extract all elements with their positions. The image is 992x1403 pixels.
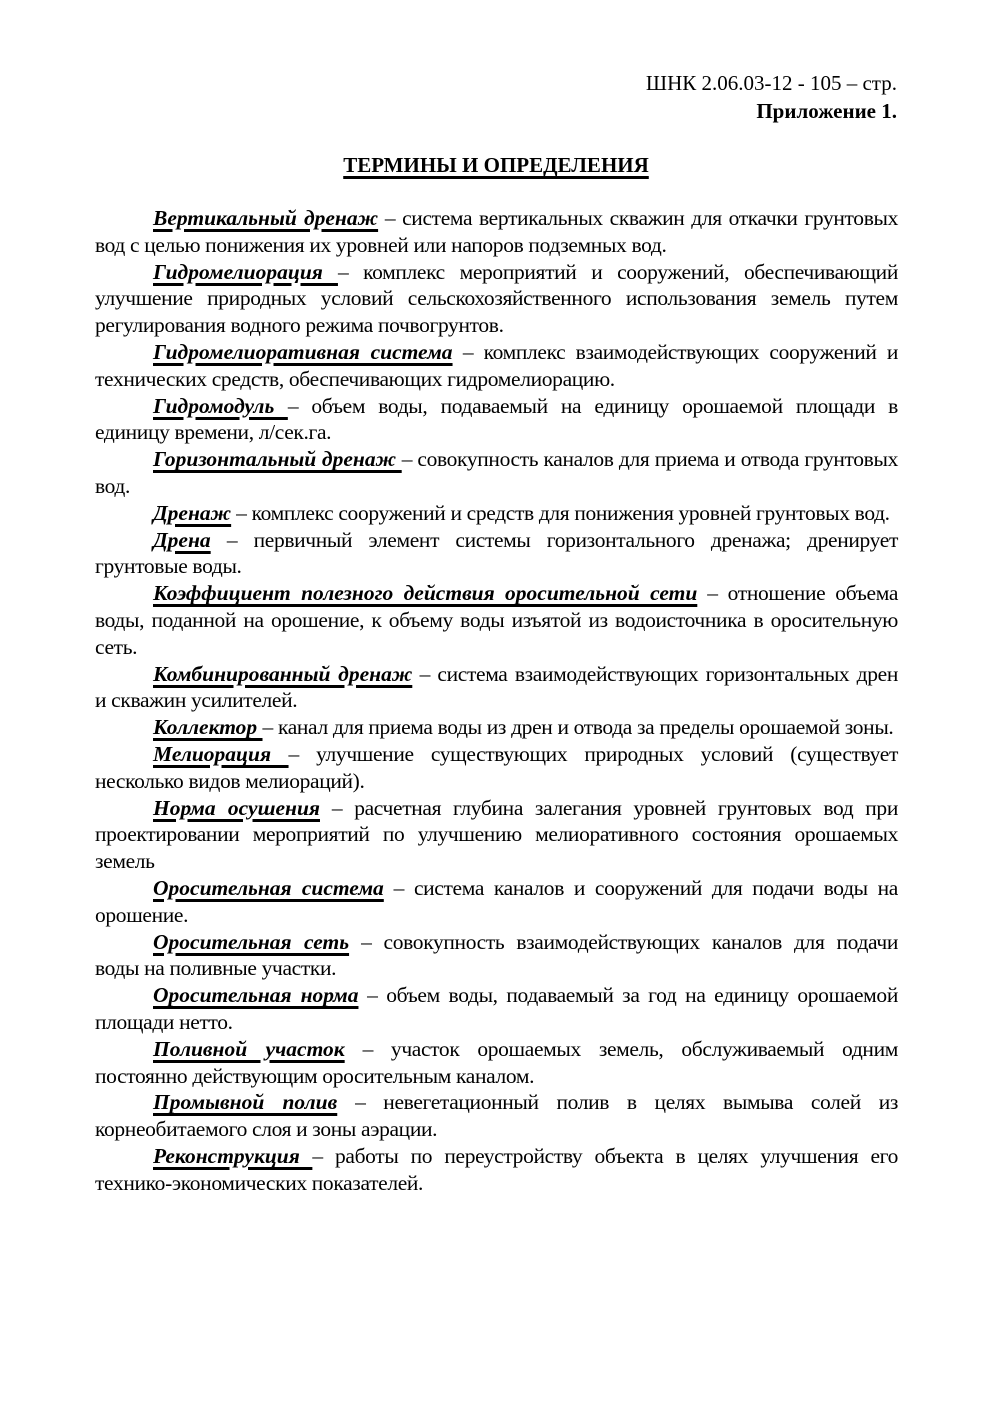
definition-text: – объем воды, подаваемый за год на единицу орошаемой площади нетто. xyxy=(95,983,898,1034)
page-title-text: ТЕРМИНЫ И ОПРЕДЕЛЕНИЯ xyxy=(343,153,649,177)
definition-term: Гидромелиоративная система xyxy=(153,339,453,364)
definition-item xyxy=(95,339,898,393)
definition-text: – комплекс мероприятий и сооружений, обеспечивающий улучшение природных условий сельскохозяйственного использования земель путем регулирования водного режима почвогрунтов. xyxy=(95,259,898,338)
definition-item xyxy=(95,741,898,795)
definition-item xyxy=(95,1143,898,1197)
definition-term: Гидромодуль xyxy=(153,393,288,418)
definition-item xyxy=(95,795,898,875)
definition-item xyxy=(95,929,898,983)
definition-term: Оросительная система xyxy=(153,875,384,900)
definition-item xyxy=(95,393,898,447)
definition-text: – система вертикальных скважин для откачки грунтовых вод с целью понижения их уровней или напоров подземных вод. xyxy=(95,206,898,257)
definition-item xyxy=(95,1089,898,1143)
definition-item xyxy=(95,661,898,715)
page-title xyxy=(0,152,992,178)
definition-item xyxy=(95,580,898,660)
definition-term: Гидромелиорация xyxy=(153,259,338,284)
definition-text: – объем воды, подаваемый на единицу орошаемой площади в единицу времени, л/сек.га. xyxy=(95,393,898,445)
definition-item xyxy=(95,982,898,1036)
definition-term: Дрена xyxy=(153,527,211,552)
definition-text: – канал для приема воды из дрен и отвода за пределы орошаемой зоны. xyxy=(262,715,894,740)
definition-term: Коллектор xyxy=(153,715,263,740)
definition-item xyxy=(95,1036,898,1090)
definition-term: Промывной полив xyxy=(153,1090,338,1115)
definition-term: Мелиорация xyxy=(153,741,289,766)
definition-text: – расчетная глубина залегания уровней грунтовых вод при проектировании мероприятий по улучшению мелиоративного состояния орошаемых земель xyxy=(95,795,898,874)
definition-term: Дренаж xyxy=(153,500,232,525)
definition-text: – участок орошаемых земель, обслуживаемый одним постоянно действующим оросительным каналом. xyxy=(95,1036,898,1088)
definition-item xyxy=(95,875,898,929)
definition-text: – система каналов и сооружений для подачи воды на орошение. xyxy=(95,875,898,927)
definition-text: – система взаимодействующих горизонтальных дрен и скважин усилителей. xyxy=(95,661,899,713)
definition-term: Оросительная сеть xyxy=(153,929,350,954)
definition-text: – совокупность каналов для приема и отвода грунтовых вод. xyxy=(95,447,898,498)
definition-text: – отношение объема воды, поданной на орошение, к объему воды изъятой из водоисточника в оросительную сеть. xyxy=(95,581,899,659)
definition-term: Норма осушения xyxy=(153,795,320,820)
definition-term: Вертикальный дренаж xyxy=(153,206,379,230)
definition-text: – улучшение существующих природных условий (существует несколько видов мелиораций). xyxy=(95,741,898,793)
definition-item xyxy=(95,259,898,339)
definition-item xyxy=(95,714,898,741)
definition-term: Комбинированный дренаж xyxy=(153,661,413,686)
definition-text: – первичный элемент системы горизонтального дренажа; дренирует грунтовые воды. xyxy=(95,527,898,579)
appendix-label: Приложение 1. xyxy=(756,99,897,123)
definition-text: – невегетационный полив в целях вымыва солей из корнеобитаемого слоя и зоны аэрации. xyxy=(95,1090,898,1142)
definitions-list xyxy=(95,205,898,1196)
definition-item xyxy=(95,446,898,500)
definition-term: Горизонтальный дренаж xyxy=(153,447,402,472)
definition-text: – работы по переустройству объекта в целях улучшения его технико-экономических показателей. xyxy=(95,1143,898,1195)
definition-term: Поливной участок xyxy=(153,1036,345,1061)
document-reference: ШНК 2.06.03-12 - 105 – стр. xyxy=(645,71,897,95)
definition-text: – совокупность взаимодействующих каналов для подачи воды на поливные участки. xyxy=(95,929,898,981)
definition-term: Оросительная норма xyxy=(153,983,359,1008)
definition-item xyxy=(95,205,898,259)
definition-term: Коэффициент полезного действия оросительной сети xyxy=(153,581,698,606)
definition-item xyxy=(95,500,898,527)
definition-text: – комплекс взаимодействующих сооружений и технических средств, обеспечивающих гидромелиорацию. xyxy=(95,339,898,391)
definition-term: Реконструкция xyxy=(153,1143,313,1168)
definition-item xyxy=(95,527,898,581)
definition-text: – комплекс сооружений и средств для понижения уровней грунтовых вод. xyxy=(231,500,890,525)
